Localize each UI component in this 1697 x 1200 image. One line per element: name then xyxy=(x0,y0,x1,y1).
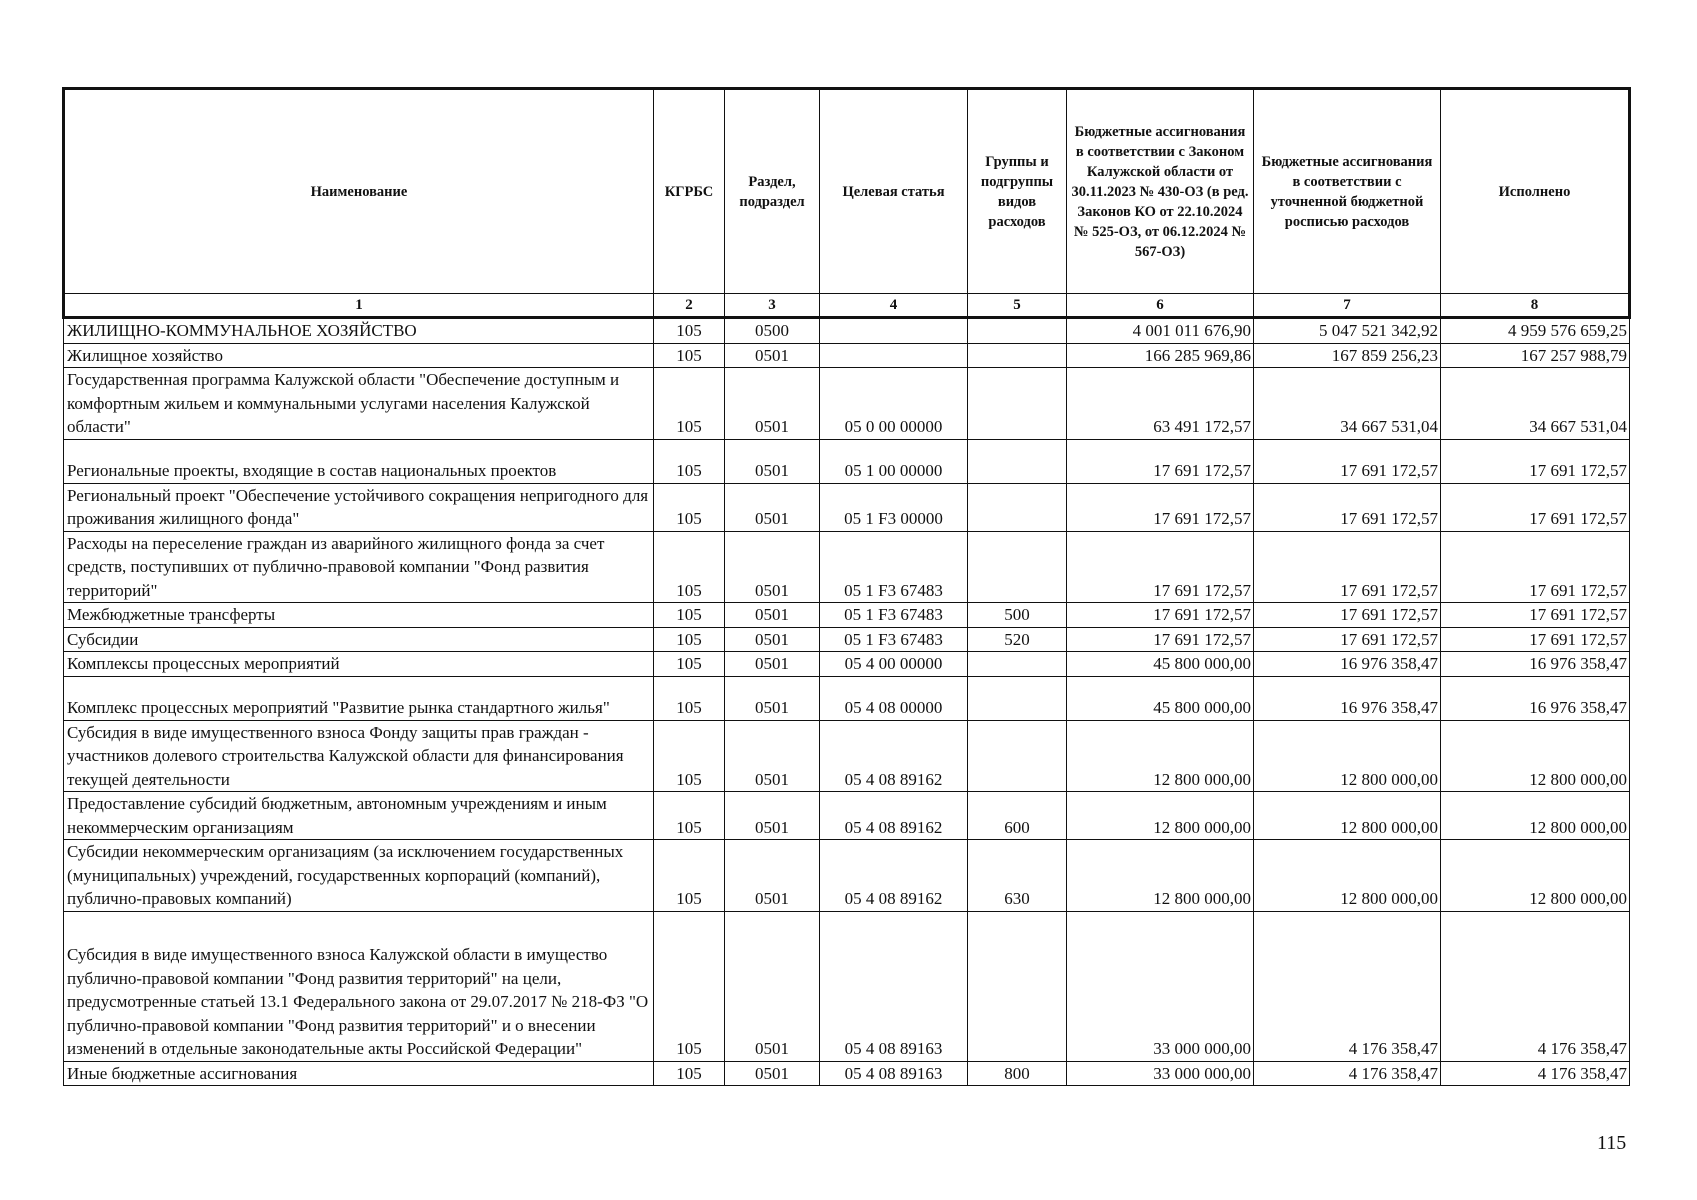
table-row xyxy=(64,368,1630,440)
row-section: 0501 xyxy=(725,483,820,531)
row-target-article: 05 1 00 00000 xyxy=(820,439,968,483)
row-target-article: 05 4 00 00000 xyxy=(820,652,968,677)
row-law-amount: 166 285 969,86 xyxy=(1067,343,1254,368)
table-row xyxy=(64,676,1630,720)
row-section: 0501 xyxy=(725,792,820,840)
row-kgrbs: 105 xyxy=(654,627,725,652)
row-target-article: 05 4 08 89162 xyxy=(820,792,968,840)
column-number: 7 xyxy=(1254,294,1441,318)
row-section: 0501 xyxy=(725,720,820,792)
row-law-amount: 33 000 000,00 xyxy=(1067,1061,1254,1086)
row-section: 0501 xyxy=(725,603,820,628)
row-name: Жилищное хозяйство xyxy=(64,343,654,368)
row-law-amount: 45 800 000,00 xyxy=(1067,652,1254,677)
table-row xyxy=(64,720,1630,792)
row-kgrbs: 105 xyxy=(654,318,725,344)
row-executed-amount: 12 800 000,00 xyxy=(1441,720,1630,792)
row-section: 0501 xyxy=(725,439,820,483)
row-expense-group: 800 xyxy=(968,1061,1067,1086)
row-section: 0500 xyxy=(725,318,820,344)
row-name: Расходы на переселение граждан из аварийного жилищного фонда за счет средств, поступивших от публично-правовой компании "Фонд развития территорий" xyxy=(64,531,654,603)
row-target-article: 05 1 F3 67483 xyxy=(820,603,968,628)
table-row xyxy=(64,1061,1630,1086)
row-refined-amount: 17 691 172,57 xyxy=(1254,603,1441,628)
row-target-article: 05 1 F3 67483 xyxy=(820,531,968,603)
row-refined-amount: 16 976 358,47 xyxy=(1254,652,1441,677)
row-law-amount: 12 800 000,00 xyxy=(1067,720,1254,792)
row-expense-group xyxy=(968,911,1067,1061)
row-target-article xyxy=(820,343,968,368)
row-section: 0501 xyxy=(725,343,820,368)
column-number: 3 xyxy=(725,294,820,318)
row-name: Комплексы процессных мероприятий xyxy=(64,652,654,677)
row-executed-amount: 12 800 000,00 xyxy=(1441,840,1630,912)
row-target-article: 05 4 08 89163 xyxy=(820,911,968,1061)
header-section: Раздел, подраздел xyxy=(725,89,820,294)
row-law-amount: 33 000 000,00 xyxy=(1067,911,1254,1061)
row-expense-group: 600 xyxy=(968,792,1067,840)
table-row xyxy=(64,627,1630,652)
table-row xyxy=(64,840,1630,912)
row-kgrbs: 105 xyxy=(654,439,725,483)
row-section: 0501 xyxy=(725,531,820,603)
column-number-row xyxy=(64,294,1630,318)
header-row xyxy=(64,89,1630,294)
row-refined-amount: 4 176 358,47 xyxy=(1254,1061,1441,1086)
row-name: Субсидии некоммерческим организациям (за исключением государственных (муниципальных) учреждений, государственных корпораций (компаний), публично-правовых компаний) xyxy=(64,840,654,912)
row-executed-amount: 4 176 358,47 xyxy=(1441,1061,1630,1086)
row-law-amount: 17 691 172,57 xyxy=(1067,603,1254,628)
row-executed-amount: 16 976 358,47 xyxy=(1441,652,1630,677)
row-target-article: 05 1 F3 67483 xyxy=(820,627,968,652)
row-law-amount: 17 691 172,57 xyxy=(1067,627,1254,652)
row-law-amount: 12 800 000,00 xyxy=(1067,840,1254,912)
header-law-allocations: Бюджетные ассигнования в соответствии с Законом Калужской области от 30.11.2023 № 430-ОЗ (в ред. Законов КО от 22.10.2024 № 525-ОЗ, от 06.12.2024 № 567-ОЗ) xyxy=(1067,89,1254,294)
page-number: 115 xyxy=(1597,1132,1627,1154)
row-expense-group xyxy=(968,676,1067,720)
row-kgrbs: 105 xyxy=(654,483,725,531)
row-refined-amount: 12 800 000,00 xyxy=(1254,792,1441,840)
row-kgrbs: 105 xyxy=(654,603,725,628)
row-name: Субсидии xyxy=(64,627,654,652)
row-expense-group xyxy=(968,343,1067,368)
header-executed: Исполнено xyxy=(1441,89,1630,294)
row-section: 0501 xyxy=(725,652,820,677)
table-row xyxy=(64,911,1630,1061)
row-kgrbs: 105 xyxy=(654,343,725,368)
row-law-amount: 12 800 000,00 xyxy=(1067,792,1254,840)
row-expense-group xyxy=(968,720,1067,792)
row-law-amount: 17 691 172,57 xyxy=(1067,439,1254,483)
row-expense-group: 520 xyxy=(968,627,1067,652)
row-kgrbs: 105 xyxy=(654,911,725,1061)
header-refined-allocations: Бюджетные ассигнования в соответствии с уточненной бюджетной росписью расходов xyxy=(1254,89,1441,294)
row-refined-amount: 12 800 000,00 xyxy=(1254,840,1441,912)
row-executed-amount: 167 257 988,79 xyxy=(1441,343,1630,368)
row-target-article: 05 4 08 89162 xyxy=(820,840,968,912)
table-row xyxy=(64,343,1630,368)
row-executed-amount: 17 691 172,57 xyxy=(1441,483,1630,531)
row-kgrbs: 105 xyxy=(654,792,725,840)
row-executed-amount: 17 691 172,57 xyxy=(1441,531,1630,603)
row-name: ЖИЛИЩНО-КОММУНАЛЬНОЕ ХОЗЯЙСТВО xyxy=(64,318,654,344)
table-row xyxy=(64,603,1630,628)
table-row xyxy=(64,652,1630,677)
row-refined-amount: 17 691 172,57 xyxy=(1254,439,1441,483)
table-body xyxy=(64,318,1630,1086)
budget-table xyxy=(62,87,1631,1086)
row-kgrbs: 105 xyxy=(654,676,725,720)
row-executed-amount: 17 691 172,57 xyxy=(1441,627,1630,652)
row-law-amount: 4 001 011 676,90 xyxy=(1067,318,1254,344)
row-refined-amount: 34 667 531,04 xyxy=(1254,368,1441,440)
row-target-article: 05 4 08 00000 xyxy=(820,676,968,720)
row-refined-amount: 16 976 358,47 xyxy=(1254,676,1441,720)
row-name: Региональные проекты, входящие в состав национальных проектов xyxy=(64,439,654,483)
row-expense-group xyxy=(968,531,1067,603)
row-law-amount: 17 691 172,57 xyxy=(1067,483,1254,531)
row-kgrbs: 105 xyxy=(654,368,725,440)
column-number: 8 xyxy=(1441,294,1630,318)
row-target-article: 05 1 F3 00000 xyxy=(820,483,968,531)
row-refined-amount: 4 176 358,47 xyxy=(1254,911,1441,1061)
column-number: 4 xyxy=(820,294,968,318)
row-executed-amount: 4 959 576 659,25 xyxy=(1441,318,1630,344)
row-executed-amount: 34 667 531,04 xyxy=(1441,368,1630,440)
row-law-amount: 45 800 000,00 xyxy=(1067,676,1254,720)
row-name: Межбюджетные трансферты xyxy=(64,603,654,628)
row-executed-amount: 12 800 000,00 xyxy=(1441,792,1630,840)
row-refined-amount: 12 800 000,00 xyxy=(1254,720,1441,792)
row-expense-group xyxy=(968,483,1067,531)
row-section: 0501 xyxy=(725,627,820,652)
table-row xyxy=(64,531,1630,603)
row-expense-group xyxy=(968,318,1067,344)
row-kgrbs: 105 xyxy=(654,840,725,912)
table-row xyxy=(64,792,1630,840)
row-kgrbs: 105 xyxy=(654,531,725,603)
row-refined-amount: 17 691 172,57 xyxy=(1254,627,1441,652)
row-kgrbs: 105 xyxy=(654,652,725,677)
row-executed-amount: 4 176 358,47 xyxy=(1441,911,1630,1061)
column-number: 2 xyxy=(654,294,725,318)
row-name: Субсидия в виде имущественного взноса Калужской области в имущество публично-правовой компании "Фонд развития территорий" на цели, предусмотренные статьей 13.1 Федерального закона от 29.07.2017 № 218-ФЗ "О публично-правовой компании "Фонд развития территорий" и о внесении изменений в отдельные законодательные акты Российской Федерации" xyxy=(64,911,654,1061)
row-target-article: 05 4 08 89163 xyxy=(820,1061,968,1086)
row-expense-group xyxy=(968,439,1067,483)
column-number: 1 xyxy=(64,294,654,318)
row-expense-group xyxy=(968,368,1067,440)
row-target-article xyxy=(820,318,968,344)
row-section: 0501 xyxy=(725,840,820,912)
row-name: Субсидия в виде имущественного взноса Фонду защиты прав граждан - участников долевого строительства Калужской области для финансирования текущей деятельности xyxy=(64,720,654,792)
header-target-article: Целевая статья xyxy=(820,89,968,294)
row-section: 0501 xyxy=(725,911,820,1061)
table-row xyxy=(64,483,1630,531)
column-number: 6 xyxy=(1067,294,1254,318)
row-refined-amount: 167 859 256,23 xyxy=(1254,343,1441,368)
row-kgrbs: 105 xyxy=(654,720,725,792)
row-target-article: 05 0 00 00000 xyxy=(820,368,968,440)
row-target-article: 05 4 08 89162 xyxy=(820,720,968,792)
row-expense-group xyxy=(968,652,1067,677)
row-name: Иные бюджетные ассигнования xyxy=(64,1061,654,1086)
row-name: Комплекс процессных мероприятий "Развитие рынка стандартного жилья" xyxy=(64,676,654,720)
row-executed-amount: 17 691 172,57 xyxy=(1441,439,1630,483)
row-expense-group: 500 xyxy=(968,603,1067,628)
header-name: Наименование xyxy=(64,89,654,294)
row-executed-amount: 17 691 172,57 xyxy=(1441,603,1630,628)
row-kgrbs: 105 xyxy=(654,1061,725,1086)
row-refined-amount: 17 691 172,57 xyxy=(1254,483,1441,531)
row-section: 0501 xyxy=(725,1061,820,1086)
row-name: Региональный проект "Обеспечение устойчивого сокращения непригодного для проживания жилищного фонда" xyxy=(64,483,654,531)
row-law-amount: 17 691 172,57 xyxy=(1067,531,1254,603)
row-section: 0501 xyxy=(725,368,820,440)
header-kgrbs: КГРБС xyxy=(654,89,725,294)
row-executed-amount: 16 976 358,47 xyxy=(1441,676,1630,720)
row-section: 0501 xyxy=(725,676,820,720)
header-expense-groups: Группы и подгруппы видов расходов xyxy=(968,89,1067,294)
table-row xyxy=(64,439,1630,483)
row-name: Государственная программа Калужской области "Обеспечение доступным и комфортным жильем и коммунальными услугами населения Калужской области" xyxy=(64,368,654,440)
row-refined-amount: 5 047 521 342,92 xyxy=(1254,318,1441,344)
column-number: 5 xyxy=(968,294,1067,318)
row-refined-amount: 17 691 172,57 xyxy=(1254,531,1441,603)
row-name: Предоставление субсидий бюджетным, автономным учреждениям и иным некоммерческим организациям xyxy=(64,792,654,840)
table-row xyxy=(64,318,1630,344)
row-expense-group: 630 xyxy=(968,840,1067,912)
row-law-amount: 63 491 172,57 xyxy=(1067,368,1254,440)
